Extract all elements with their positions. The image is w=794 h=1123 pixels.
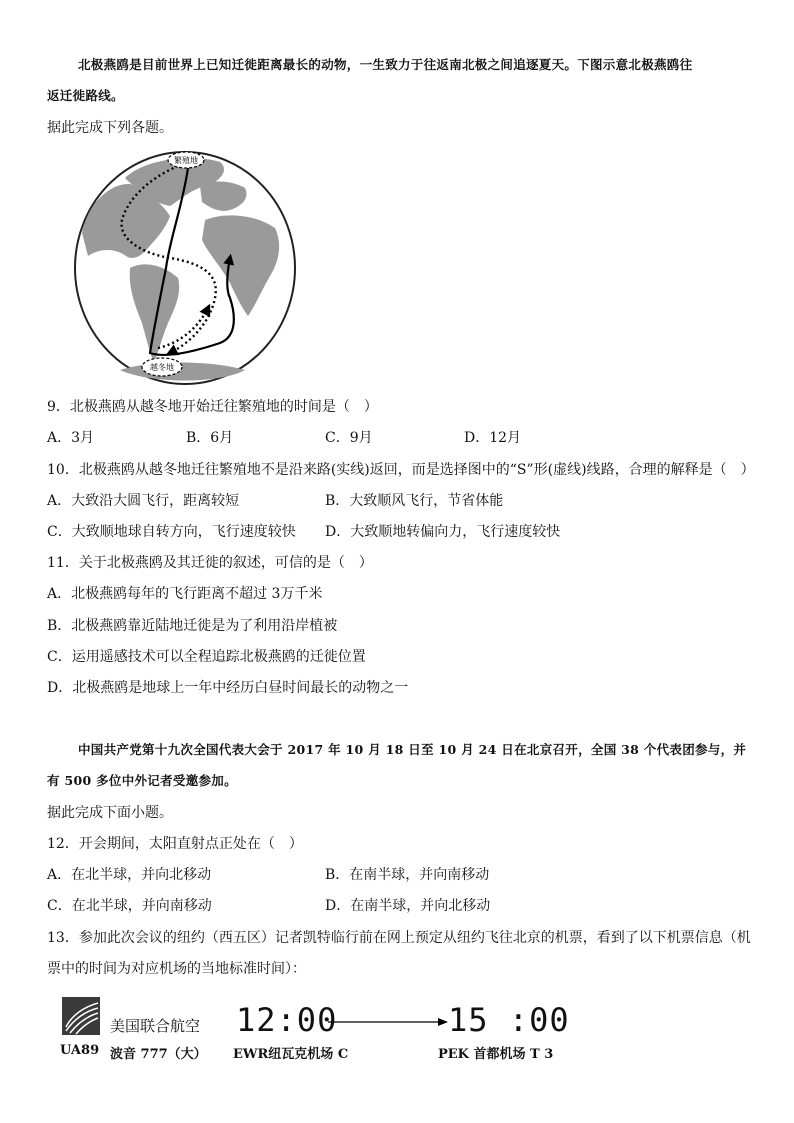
q11-option-c[interactable]: C．运用遥感技术可以全程追踪北极燕鸥的迁徙位置 <box>47 649 366 665</box>
q12-option-b[interactable]: B．在南半球，并向南移动 <box>325 867 490 883</box>
passage2-intro-line2: 有 500 多位中外记者受邀参加。 <box>47 773 237 788</box>
q13-stem-line1: 13．参加此次会议的纽约（西五区）记者凯特临行前在网上预定从纽约飞往北京的机票，看到了以下机票信息（机 <box>47 930 751 946</box>
arrive-time: 15 :00 <box>448 1001 570 1039</box>
flight-ticket <box>58 995 578 1065</box>
airline-name: 美国联合航空 <box>110 1017 201 1035</box>
q9-option-d[interactable]: D．12月 <box>464 430 522 446</box>
flight-arrow-icon <box>328 1018 448 1026</box>
q12-option-a[interactable]: A．在北半球，并向北移动 <box>47 867 212 883</box>
q9-option-c[interactable]: C．9月 <box>325 430 373 446</box>
airline-globe-icon <box>62 997 100 1035</box>
breeding-label: 繁殖地 <box>174 156 198 165</box>
q10-option-a[interactable]: A．大致沿大圆飞行，距离较短 <box>47 493 240 509</box>
q9-stem: 9．北极燕鸥从越冬地开始迁往繁殖地的时间是（ ） <box>47 399 378 415</box>
passage1-instruction: 据此完成下列各题。 <box>47 120 173 136</box>
q12-option-d[interactable]: D．在南半球，并向北移动 <box>325 898 491 914</box>
q9-option-a[interactable]: A．3月 <box>47 430 95 446</box>
q13-stem-line2: 票中的时间为对应机场的当地标准时间）： <box>47 961 306 977</box>
depart-time: 12:00 <box>236 1001 338 1039</box>
q12-stem: 12．开会期间，太阳直射点正处在（ ） <box>47 836 303 852</box>
q11-stem: 11．关于北极燕鸥及其迁徙的叙述，可信的是（ ） <box>47 555 373 571</box>
depart-airport: EWR纽瓦克机场 C <box>233 1047 349 1062</box>
passage1-intro-line1: 北极燕鸥是目前世界上已知迁徙距离最长的动物，一生致力于往返南北极之间追逐夏天。下图示意北极燕鸥往 <box>78 57 693 72</box>
passage1-intro-line2: 返迁徙路线。 <box>47 88 124 103</box>
flight-number: UA89 <box>60 1043 100 1058</box>
migration-map <box>70 148 300 388</box>
q11-option-b[interactable]: B．北极燕鸥靠近陆地迁徙是为了利用沿岸植被 <box>47 618 338 634</box>
q11-option-d[interactable]: D．北极燕鸥是地球上一年中经历白昼时间最长的动物之一 <box>47 680 409 696</box>
aircraft-type: 波音 777（大） <box>110 1047 207 1062</box>
passage2-instruction: 据此完成下面小题。 <box>47 805 173 821</box>
wintering-label: 越冬地 <box>150 363 174 372</box>
q11-option-a[interactable]: A．北极燕鸥每年的飞行距离不超过 3万千米 <box>47 586 323 602</box>
q10-stem: 10．北极燕鸥从越冬地迁往繁殖地不是沿来路(实线)返回，而是选择图中的“S”形(虚线)线路，合理的解释是（ ） <box>47 462 755 478</box>
q10-option-c[interactable]: C．大致顺地球自转方向，飞行速度较快 <box>47 524 296 540</box>
q9-option-b[interactable]: B．6月 <box>186 430 234 446</box>
arrive-airport: PEK 首都机场 T 3 <box>438 1047 554 1062</box>
q10-option-b[interactable]: B．大致顺风飞行，节省体能 <box>325 493 504 509</box>
q12-option-c[interactable]: C．在北半球，并向南移动 <box>47 898 212 914</box>
q10-option-d[interactable]: D．大致顺地转偏向力，飞行速度较快 <box>325 524 561 540</box>
passage2-intro-line1: 中国共产党第十九次全国代表大会于 2017 年 10 月 18 日至 10 月 24 日在北京召开，全国 38 个代表团参与，并 <box>78 742 747 757</box>
